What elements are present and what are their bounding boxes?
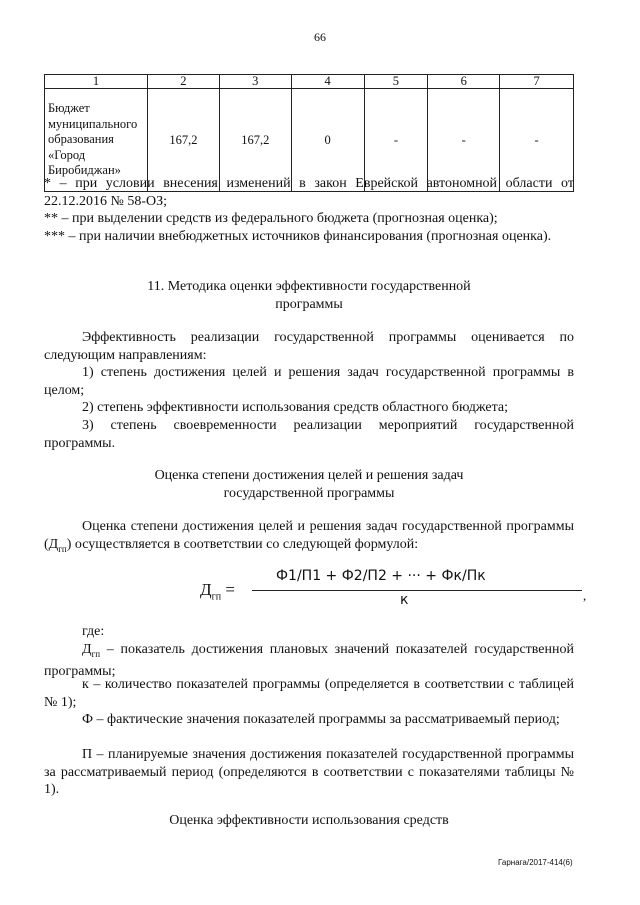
formula-lhs — [200, 580, 235, 602]
list-item: 2) степень эффективности использования средств областного бюджета; — [82, 400, 508, 415]
list-item: 1) степень достижения целей и решения задач государственной программы в целом; — [44, 365, 574, 398]
table-header-cell: 7 — [500, 75, 574, 89]
definition-p: П – планируемые значения достижения показателей государственной программы за рассматриваемый период (определяются в соответствии с показателями таблицы № 1). — [44, 747, 574, 797]
fraction-bar — [252, 590, 582, 591]
formula-denominator: к — [400, 592, 409, 608]
table-row-label: Бюджет муниципального образования «Город Биробиджан» — [45, 89, 148, 192]
table-header-cell: 4 — [291, 75, 364, 89]
definition-f: Ф – фактические значения показателей программы за рассматриваемый период; — [82, 712, 560, 727]
formula-lhs-symbol: Д — [200, 580, 212, 599]
table-cell: 167,2 — [147, 89, 219, 192]
subsection-title — [44, 467, 574, 502]
formula-intro-text: ) осуществляется в соответствии со следующей формулой: — [66, 536, 419, 552]
where-label: где: — [82, 624, 105, 639]
table-header-cell: 3 — [219, 75, 291, 89]
subsection-title-line: Оценка степени достижения целей и решения задач — [154, 468, 464, 483]
section-intro: Эффективность реализации государственной программы оценивается по следующим направлениям: — [44, 330, 574, 363]
footnote-1: * – при условии внесения изменений в закон Еврейской автономной области от 22.12.2016 № 58-ОЗ; — [44, 176, 574, 209]
formula-intro-subscript: гп — [58, 543, 67, 554]
formula-comma: , — [583, 588, 587, 603]
table-header-cell: 5 — [364, 75, 428, 89]
table-header-cell: 1 — [45, 75, 148, 89]
page-number: 66 — [314, 30, 326, 44]
section-title — [44, 278, 574, 313]
definition-text: – показатель достижения плановых значений показателей государственной программы; — [44, 642, 574, 680]
table-cell: - — [428, 89, 500, 192]
definition-k: к – количество показателей программы (определяется в соответствии с таблицей № 1); — [44, 677, 574, 710]
table-cell: - — [364, 89, 428, 192]
formula-intro-text: Оценка степени достижения целей и решения задач государственной программы (Д — [44, 519, 574, 552]
table-cell: 167,2 — [219, 89, 291, 192]
subsection-title-line: государственной программы — [223, 485, 395, 501]
document-stamp: Гарнага/2017-414(6) — [498, 858, 573, 867]
table-cell: - — [500, 89, 574, 192]
formula — [0, 568, 640, 612]
table-header-row — [45, 75, 574, 89]
table-cell: 0 — [291, 89, 364, 192]
definition-subscript: гп — [91, 648, 101, 659]
footnote-3: *** – при наличии внебюджетных источников финансирования (прогнозная оценка). — [44, 229, 552, 244]
list-item: 3) степень своевременности реализации мероприятий государственной программы. — [44, 418, 574, 451]
section-title-line: программы — [275, 296, 343, 312]
formula-lhs-subscript: гп — [211, 591, 222, 603]
section-title-line: 11. Методика оценки эффективности государственной — [147, 279, 471, 294]
definition-d — [44, 641, 574, 681]
formula-intro — [44, 518, 574, 558]
table-header-cell: 2 — [147, 75, 219, 89]
table-header-cell: 6 — [428, 75, 500, 89]
subsection-title: Оценка эффективности использования средств — [169, 813, 449, 828]
formula-equals: = — [225, 580, 235, 599]
definition-symbol: Д — [82, 642, 92, 657]
formula-numerator: Ф1/П1 + Ф2/П2 + ··· + Фк/Пк — [276, 568, 486, 584]
footnote-2: ** – при выделении средств из федерального бюджета (прогнозная оценка); — [44, 211, 498, 226]
